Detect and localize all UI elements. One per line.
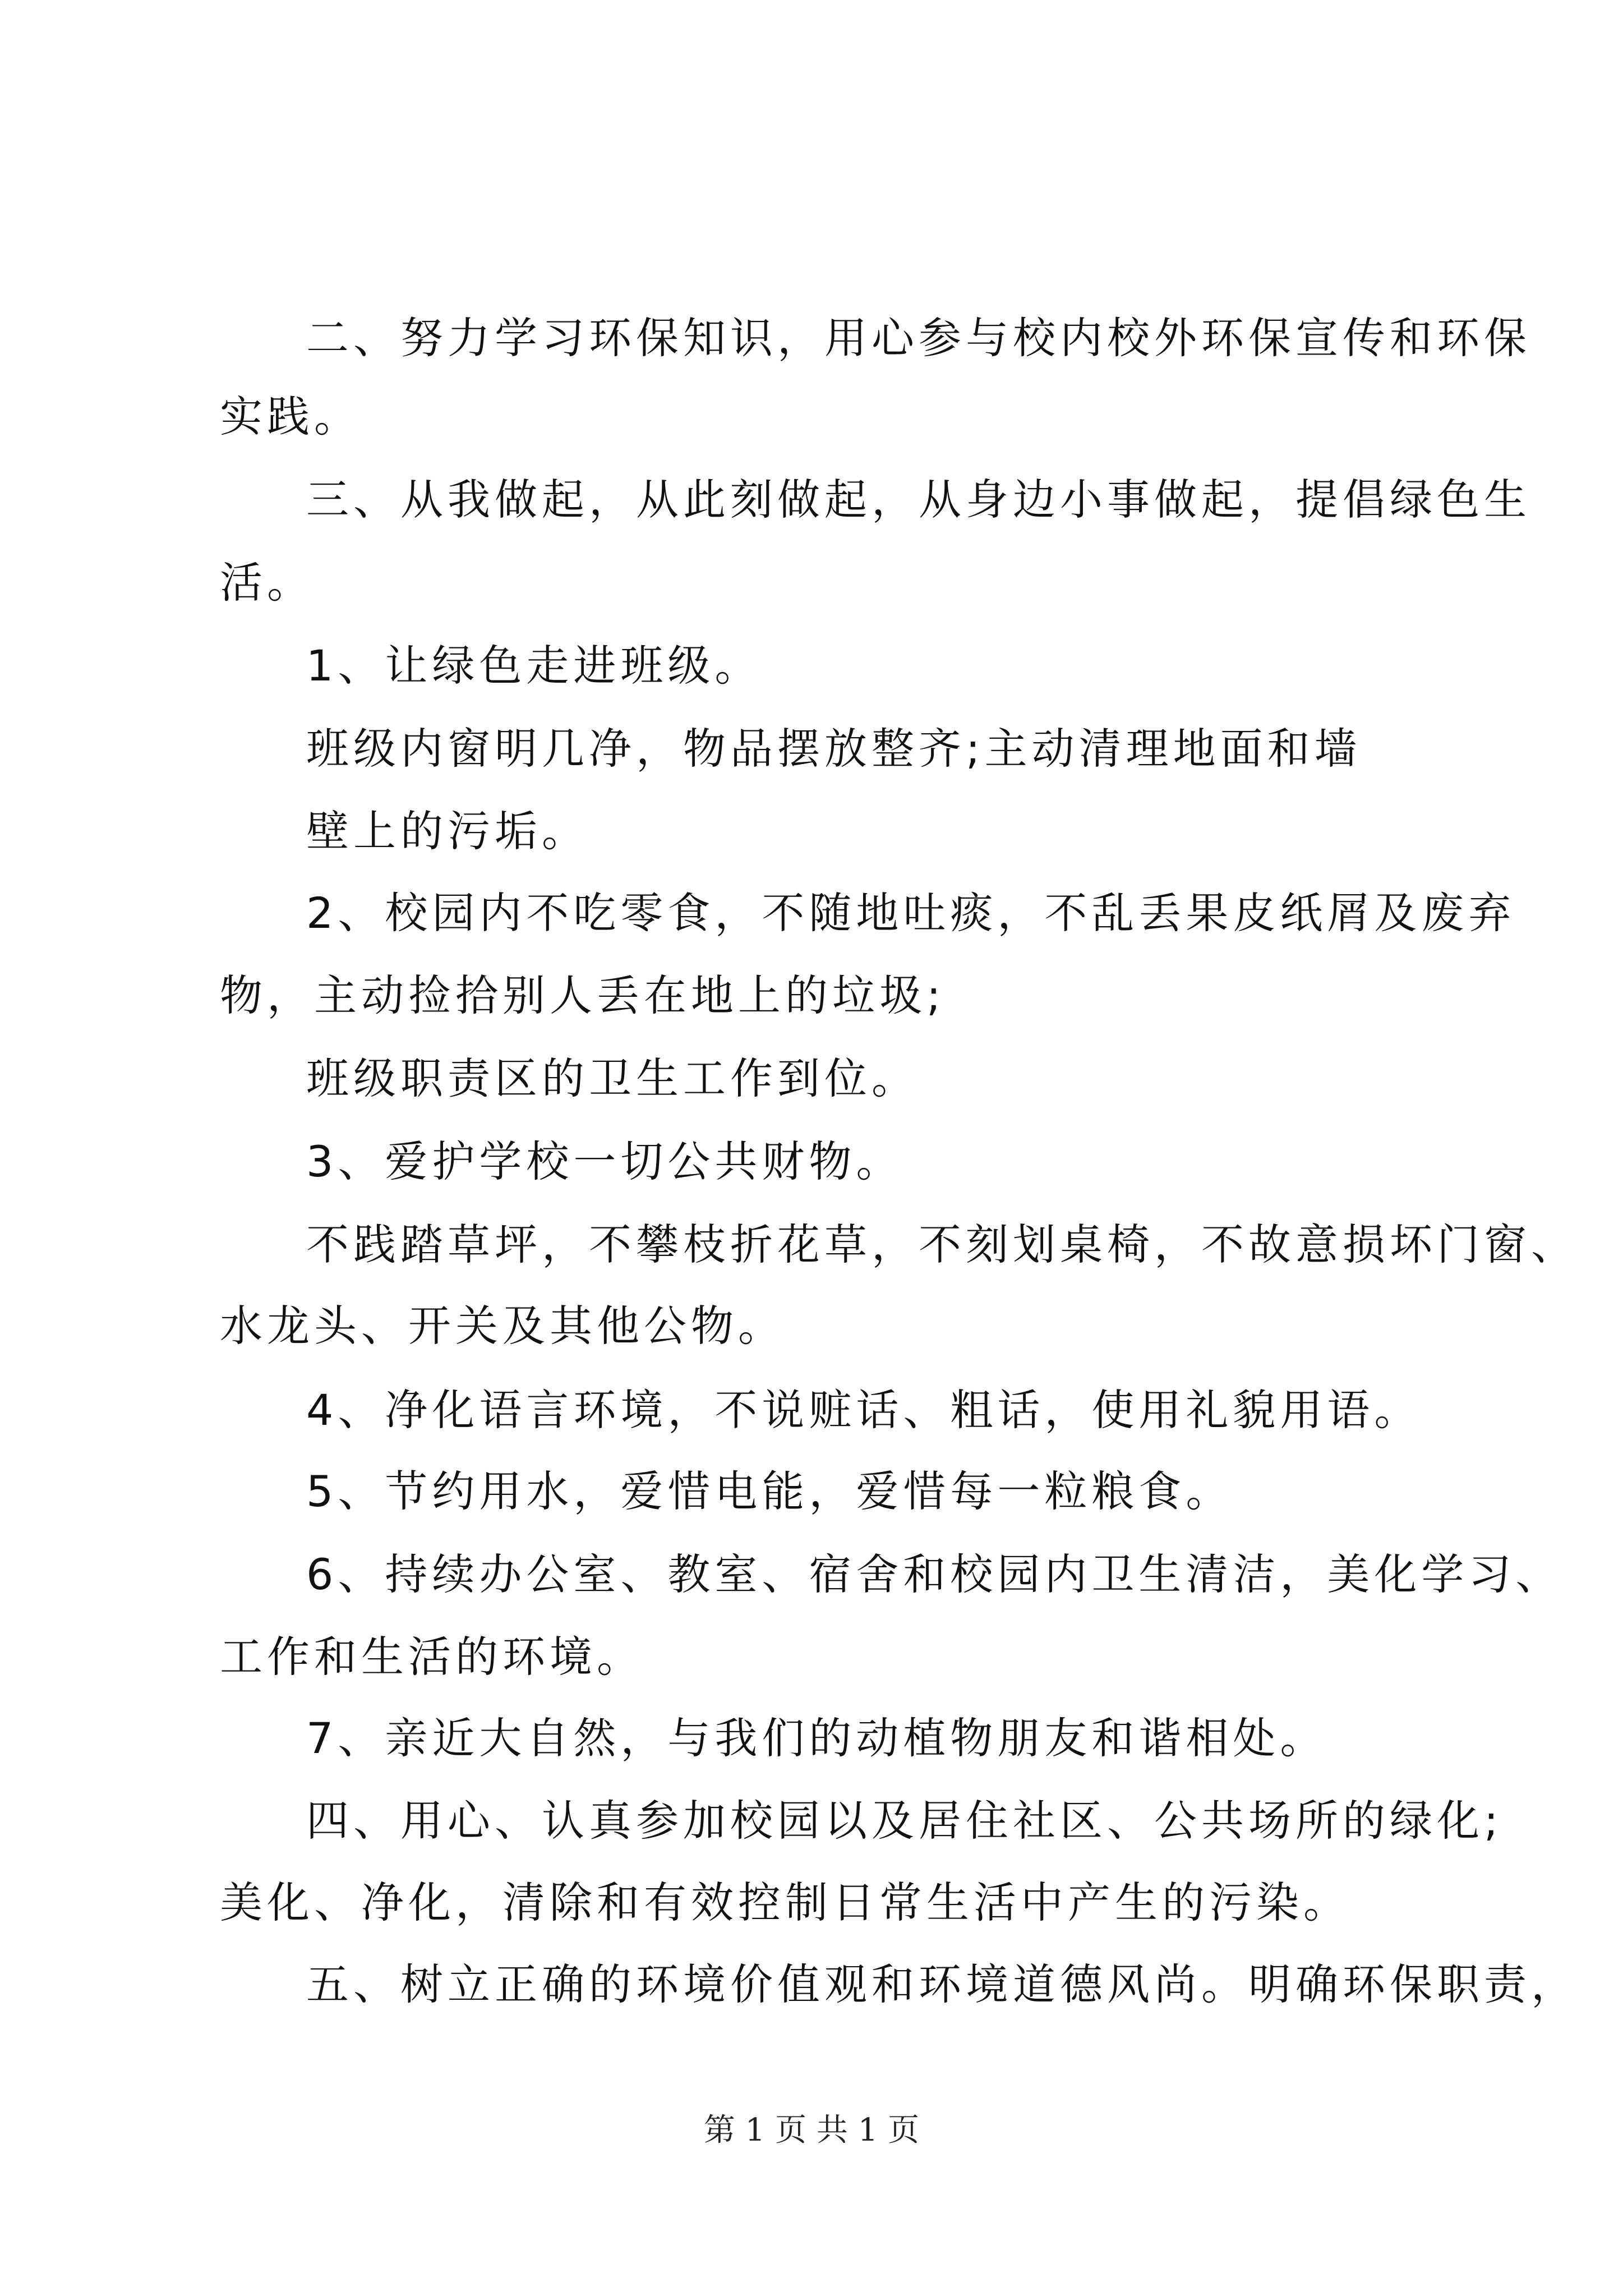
paragraph-line: 6、持续办公室、教室、宿舍和校园内卫生清洁，美化学习、	[306, 1549, 1563, 1599]
paragraph-line: 班级职责区的卫生工作到位。	[306, 1053, 919, 1103]
paragraph-line: 1、让绿色走进班级。	[306, 641, 762, 691]
paragraph-line: 四、用心、认真参加校园以及居住社区、公共场所的绿化;	[306, 1796, 1503, 1846]
paragraph-line: 五、树立正确的环境价值观和环境道德风尚。明确环保职责，	[306, 1959, 1578, 2009]
paragraph-line: 壁上的污垢。	[306, 806, 589, 856]
paragraph-line: 2、校园内不吃零食，不随地吐痰，不乱丢果皮纸屑及废弃	[306, 888, 1516, 938]
paragraph-line: 水龙头、开关及其他公物。	[220, 1301, 785, 1351]
paragraph-line: 7、亲近大自然，与我们的动植物朋友和谐相处。	[306, 1713, 1327, 1763]
paragraph-line: 不践踏草坪，不攀枝折花草，不刻划桌椅，不故意损坏门窗、	[306, 1220, 1578, 1269]
paragraph-line: 5、节约用水，爱惜电能，爱惜每一粒粮食。	[306, 1466, 1233, 1516]
paragraph-line: 3、爱护学校一切公共财物。	[306, 1137, 903, 1186]
paragraph-line: 活。	[220, 558, 314, 608]
paragraph-line: 实践。	[220, 392, 361, 441]
paragraph-line: 三、从我做起，从此刻做起，从身边小事做起，提倡绿色生	[306, 475, 1531, 524]
paragraph-line: 4、净化语言环境，不说赃话、粗话，使用礼貌用语。	[306, 1385, 1422, 1435]
paragraph-line: 二、努力学习环保知识，用心参与校内校外环保宣传和环保	[306, 313, 1531, 363]
paragraph-line: 工作和生活的环境。	[220, 1632, 644, 1682]
paragraph-line: 物，主动捡拾别人丢在地上的垃圾;	[220, 970, 946, 1020]
page-number-footer: 第 1 页 共 1 页	[703, 2112, 920, 2148]
paragraph-line: 美化、净化，清除和有效控制日常生活中产生的污染。	[220, 1878, 1350, 1927]
paragraph-line: 班级内窗明几净，物品摆放整齐;主动清理地面和墙	[306, 724, 1362, 774]
